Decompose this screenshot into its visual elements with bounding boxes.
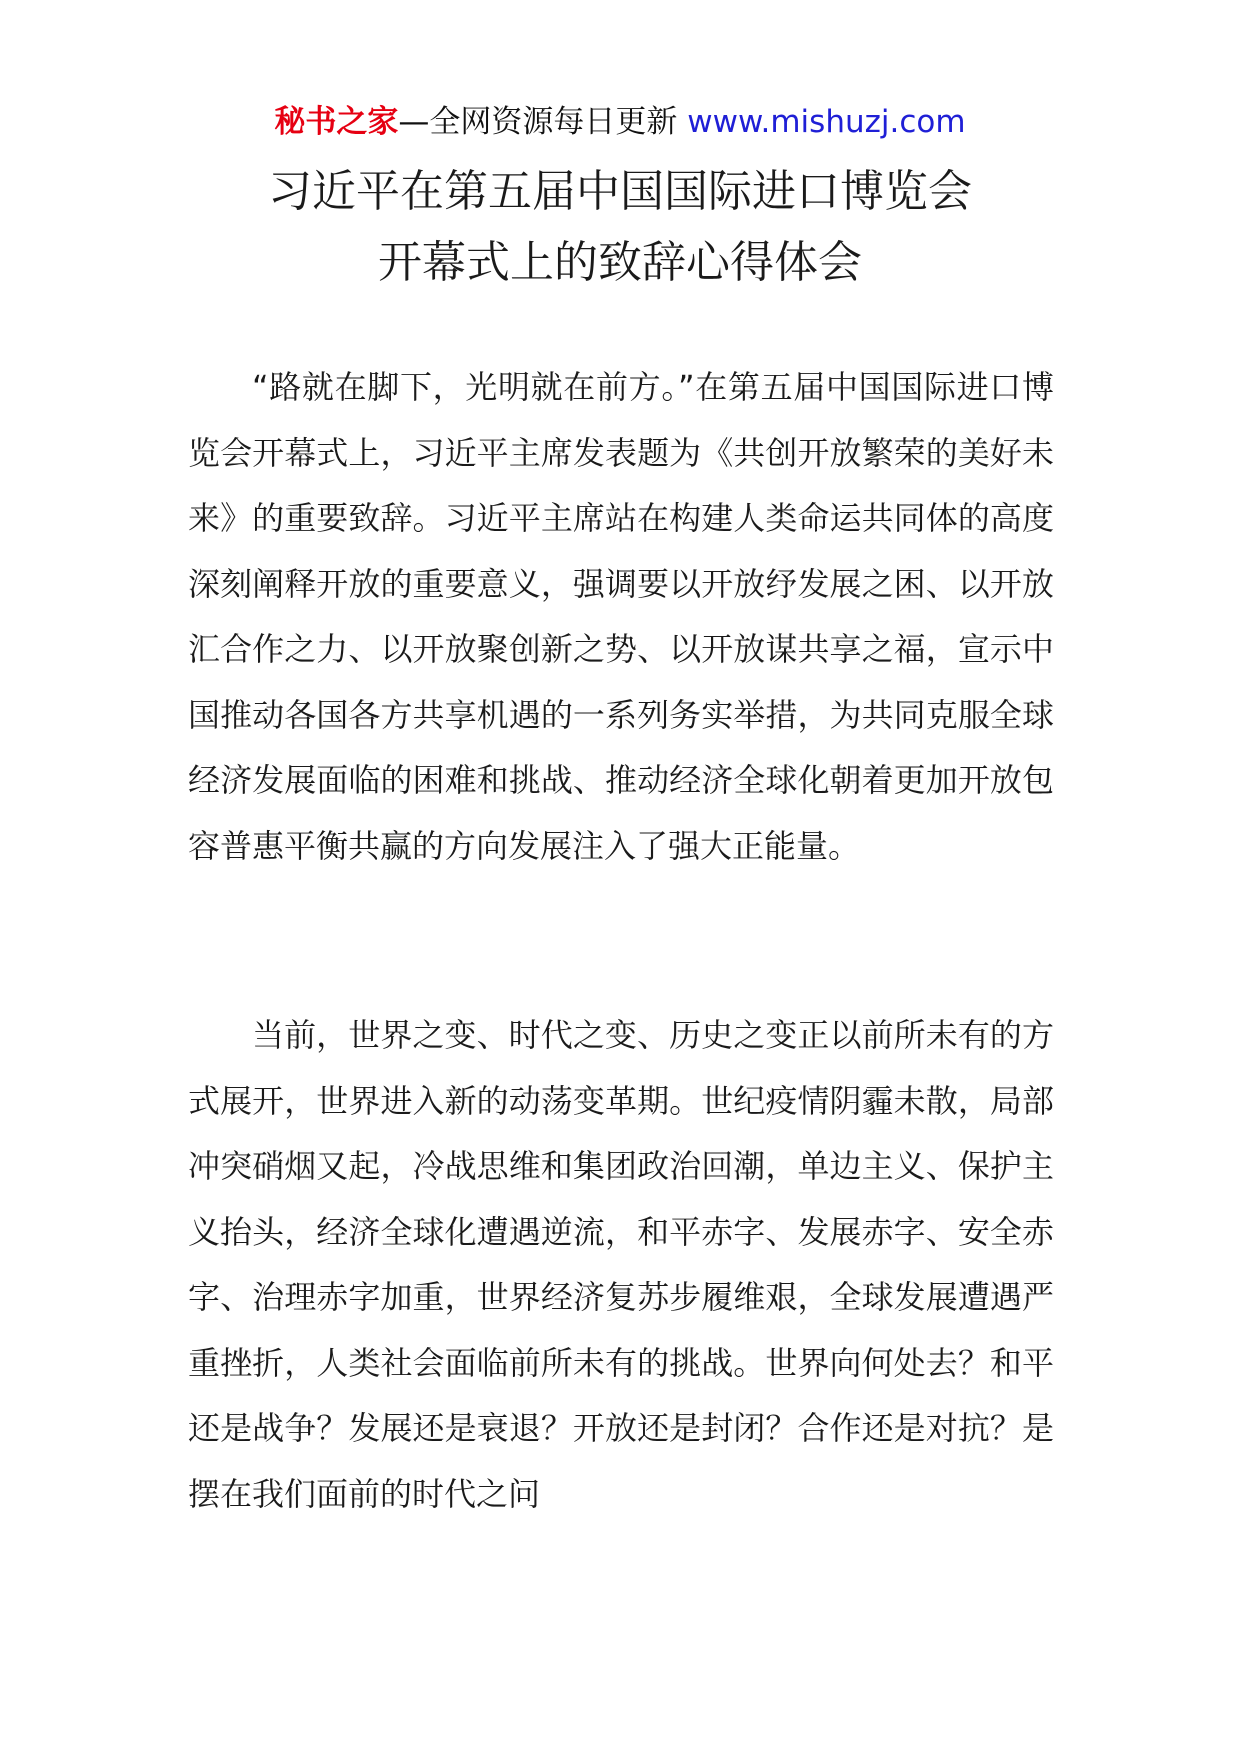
document-title-line-2: 开幕式上的致辞心得体会 — [378, 237, 862, 288]
site-url-link[interactable]: www.mishuzj.com — [687, 104, 966, 140]
brand-name: 秘书之家 — [274, 104, 399, 140]
site-header — [0, 100, 1240, 144]
body-paragraph-2-block — [188, 1003, 1054, 1527]
header-tagline: —全网资源每日更新 — [398, 104, 688, 140]
body-paragraph-1-block — [188, 355, 1054, 879]
body-paragraph: 当前，世界之变、时代之变、历史之变正以前所未有的方式展开，世界进入新的动荡变革期。世纪疫情阴霾未散，局部冲突硝烟又起，冷战思维和集团政治回潮，单边主义、保护主义抬头，经济全球化遭遇逆流，和平赤字、发展赤字、安全赤字、治理赤字加重，世界经济复苏步履维艰，全球发展遭遇严重挫折，人类社会面临前所未有的挑战。世界向何处去？和平还是战争？发展还是衰退？开放还是封闭？合作还是对抗？是摆在我们面前的时代之问 — [188, 1016, 1054, 1513]
document-title-line-1: 习近平在第五届中国国际进口博览会 — [268, 166, 972, 217]
body-paragraph: “路就在脚下，光明就在前方。”在第五届中国国际进口博览会开幕式上，习近平主席发表题为《共创开放繁荣的美好未来》的重要致辞。习近平主席站在构建人类命运共同体的高度深刻阐释开放的重要意义，强调要以开放纾发展之困、以开放汇合作之力、以开放聚创新之势、以开放谋共享之福，宣示中国推动各国各方共享机遇的一系列务实举措，为共同克服全球经济发展面临的困难和挑战、推动经济全球化朝着更加开放包容普惠平衡共赢的方向发展注入了强大正能量。 — [188, 368, 1054, 865]
